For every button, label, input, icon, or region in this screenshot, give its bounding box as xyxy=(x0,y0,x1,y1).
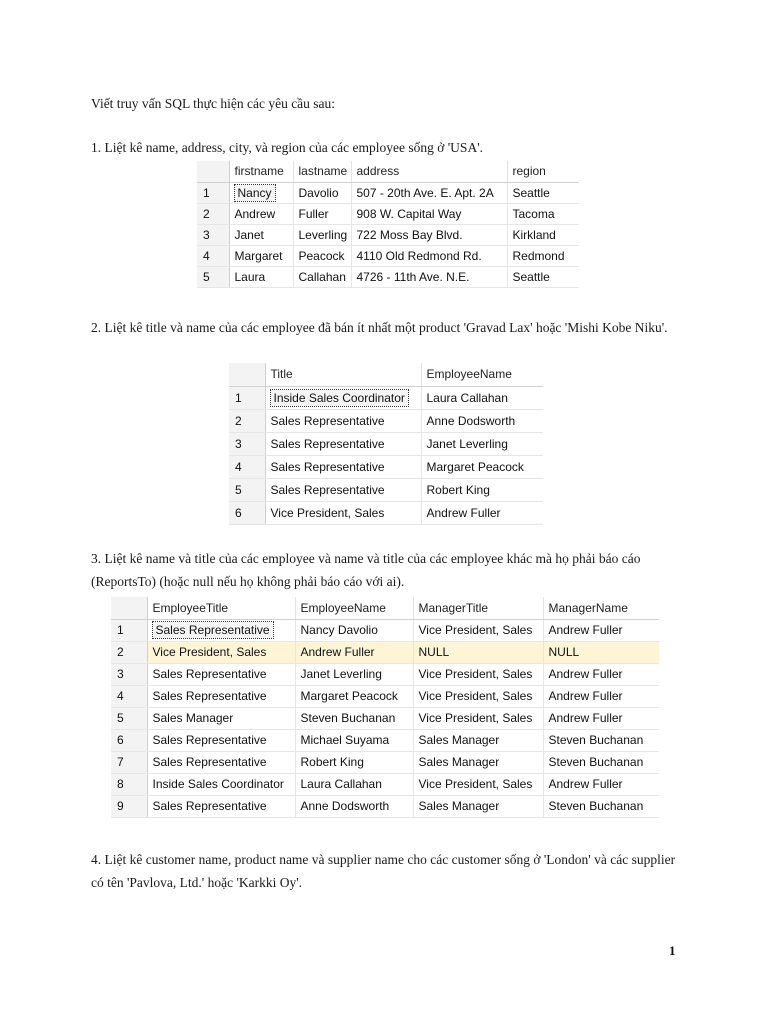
table-cell[interactable]: Andrew Fuller xyxy=(421,501,543,524)
column-header[interactable]: Title xyxy=(265,363,421,386)
table-cell[interactable]: Vice President, Sales xyxy=(413,773,543,795)
table-cell[interactable]: Margaret Peacock xyxy=(421,455,543,478)
table-cell[interactable]: Sales Representative xyxy=(147,751,295,773)
intro-text: Viết truy vấn SQL thực hiện các yêu cầu sau: xyxy=(91,96,336,111)
table-cell[interactable]: Andrew Fuller xyxy=(543,707,659,729)
question-3-text: 3. Liệt kê name và title của các employee và name và title của các employee khác mà họ phải báo cáo (ReportsTo) (hoặc null nếu họ không phải báo cáo với ai). xyxy=(91,551,641,589)
table-row[interactable] xyxy=(111,641,659,663)
table-row[interactable] xyxy=(197,224,579,245)
row-number: 1 xyxy=(229,386,265,409)
result-grid-q2 xyxy=(229,363,543,525)
table-cell[interactable]: Peacock xyxy=(293,245,351,266)
table-cell[interactable]: Robert King xyxy=(421,478,543,501)
table-row[interactable] xyxy=(111,619,659,641)
table-row[interactable] xyxy=(197,245,579,266)
table-cell[interactable]: Sales Representative xyxy=(265,432,421,455)
table-cell[interactable]: Andrew Fuller xyxy=(295,641,413,663)
row-number-header xyxy=(229,363,265,386)
row-number: 9 xyxy=(111,795,147,817)
table-cell[interactable]: Vice President, Sales xyxy=(413,663,543,685)
table-cell[interactable]: Inside Sales Coordinator xyxy=(265,386,421,409)
table-cell[interactable]: NULL xyxy=(413,641,543,663)
table-row[interactable] xyxy=(111,685,659,707)
table-cell[interactable]: Vice President, Sales xyxy=(413,707,543,729)
question-4-text: 4. Liệt kê customer name, product name và supplier name cho các customer sống ở 'London' và các supplier có tên 'Pavlova, Ltd.' hoặc 'Karkki Oy'. xyxy=(91,852,676,890)
table-cell[interactable]: Sales Manager xyxy=(413,729,543,751)
table-cell[interactable]: Kirkland xyxy=(507,224,579,245)
column-header[interactable]: region xyxy=(507,161,579,182)
page-number: 1 xyxy=(669,943,676,958)
row-number: 4 xyxy=(229,455,265,478)
table-cell[interactable]: Davolio xyxy=(293,182,351,203)
question-2-text: 2. Liệt kê title và name của các employee đã bán ít nhất một product 'Gravad Lax' hoặc 'Mishi Kobe Niku'. xyxy=(91,320,668,335)
table-cell[interactable]: Vice President, Sales xyxy=(413,619,543,641)
table-cell[interactable]: Michael Suyama xyxy=(295,729,413,751)
table-cell[interactable]: 4110 Old Redmond Rd. xyxy=(351,245,507,266)
table-cell[interactable]: Sales Manager xyxy=(413,795,543,817)
result-grid-q1 xyxy=(197,161,579,288)
table-row[interactable] xyxy=(229,478,543,501)
row-number-header xyxy=(197,161,229,182)
table-cell[interactable]: 722 Moss Bay Blvd. xyxy=(351,224,507,245)
table-row[interactable] xyxy=(229,501,543,524)
table-cell[interactable]: Sales Representative xyxy=(265,478,421,501)
table-cell[interactable]: Sales Representative xyxy=(147,729,295,751)
table-cell[interactable]: NULL xyxy=(543,641,659,663)
table-cell[interactable]: Sales Representative xyxy=(147,685,295,707)
table-row[interactable] xyxy=(197,203,579,224)
table-cell[interactable]: Janet xyxy=(229,224,293,245)
row-number: 8 xyxy=(111,773,147,795)
table-cell[interactable]: Nancy Davolio xyxy=(295,619,413,641)
column-header[interactable]: lastname xyxy=(293,161,351,182)
table-cell[interactable]: 507 - 20th Ave. E. Apt. 2A xyxy=(351,182,507,203)
row-number: 3 xyxy=(197,224,229,245)
row-number: 2 xyxy=(229,409,265,432)
row-number: 4 xyxy=(197,245,229,266)
table-cell[interactable]: Margaret xyxy=(229,245,293,266)
row-number: 5 xyxy=(197,266,229,287)
row-number: 6 xyxy=(229,501,265,524)
table-cell[interactable]: Andrew Fuller xyxy=(543,773,659,795)
table-cell[interactable]: Steven Buchanan xyxy=(543,729,659,751)
row-number: 3 xyxy=(111,663,147,685)
table-row[interactable] xyxy=(229,386,543,409)
column-header[interactable]: address xyxy=(351,161,507,182)
table-cell[interactable]: Sales Manager xyxy=(147,707,295,729)
column-header[interactable]: ManagerTitle xyxy=(413,597,543,619)
table-cell[interactable]: Leverling xyxy=(293,224,351,245)
table-cell[interactable]: Vice President, Sales xyxy=(147,641,295,663)
table-cell[interactable]: Anne Dodsworth xyxy=(421,409,543,432)
table-cell[interactable]: Sales Representative xyxy=(265,409,421,432)
table-cell[interactable]: Seattle xyxy=(507,266,579,287)
table-cell[interactable]: Andrew Fuller xyxy=(543,619,659,641)
table-cell[interactable]: Margaret Peacock xyxy=(295,685,413,707)
table-row[interactable] xyxy=(111,707,659,729)
table-cell[interactable]: Laura Callahan xyxy=(295,773,413,795)
table-cell[interactable]: Andrew Fuller xyxy=(543,685,659,707)
table-cell[interactable]: Laura xyxy=(229,266,293,287)
table-cell[interactable]: 4726 - 11th Ave. N.E. xyxy=(351,266,507,287)
table-cell[interactable]: Seattle xyxy=(507,182,579,203)
table-cell[interactable]: Sales Representative xyxy=(147,663,295,685)
question-1-text: 1. Liệt kê name, address, city, và region của các employee sống ở 'USA'. xyxy=(91,140,484,155)
table-row[interactable] xyxy=(111,663,659,685)
table-cell[interactable]: Laura Callahan xyxy=(421,386,543,409)
row-number-header xyxy=(111,597,147,619)
row-number: 3 xyxy=(229,432,265,455)
table-cell[interactable]: Steven Buchanan xyxy=(543,795,659,817)
table-row[interactable] xyxy=(111,773,659,795)
row-number: 7 xyxy=(111,751,147,773)
table-cell[interactable]: Andrew xyxy=(229,203,293,224)
result-grid-q3 xyxy=(111,597,659,818)
row-number: 5 xyxy=(111,707,147,729)
row-number: 1 xyxy=(197,182,229,203)
table-row[interactable] xyxy=(229,409,543,432)
column-header[interactable]: EmployeeName xyxy=(421,363,543,386)
table-cell[interactable]: Sales Representative xyxy=(147,619,295,641)
table-row[interactable] xyxy=(229,432,543,455)
table-cell[interactable]: Sales Representative xyxy=(265,455,421,478)
table-row[interactable] xyxy=(197,182,579,203)
table-cell[interactable]: Anne Dodsworth xyxy=(295,795,413,817)
column-header[interactable]: ManagerName xyxy=(543,597,659,619)
table-cell[interactable]: Callahan xyxy=(293,266,351,287)
table-row[interactable] xyxy=(111,751,659,773)
column-header[interactable]: EmployeeName xyxy=(295,597,413,619)
table-cell[interactable]: Inside Sales Coordinator xyxy=(147,773,295,795)
table-row[interactable] xyxy=(111,729,659,751)
table-cell[interactable]: Sales Manager xyxy=(413,751,543,773)
table-cell[interactable]: Steven Buchanan xyxy=(543,751,659,773)
row-number: 6 xyxy=(111,729,147,751)
row-number: 2 xyxy=(197,203,229,224)
table-cell[interactable]: Tacoma xyxy=(507,203,579,224)
table-cell[interactable]: Robert King xyxy=(295,751,413,773)
table-cell[interactable]: Steven Buchanan xyxy=(295,707,413,729)
table-cell[interactable]: Janet Leverling xyxy=(295,663,413,685)
table-row[interactable] xyxy=(229,455,543,478)
table-cell[interactable]: 908 W. Capital Way xyxy=(351,203,507,224)
row-number: 1 xyxy=(111,619,147,641)
table-cell[interactable]: Andrew Fuller xyxy=(543,663,659,685)
row-number: 4 xyxy=(111,685,147,707)
table-cell[interactable]: Sales Representative xyxy=(147,795,295,817)
table-cell[interactable]: Redmond xyxy=(507,245,579,266)
table-cell[interactable]: Vice President, Sales xyxy=(413,685,543,707)
row-number: 2 xyxy=(111,641,147,663)
column-header[interactable]: EmployeeTitle xyxy=(147,597,295,619)
table-cell[interactable]: Nancy xyxy=(229,182,293,203)
table-row[interactable] xyxy=(111,795,659,817)
column-header[interactable]: firstname xyxy=(229,161,293,182)
table-cell[interactable]: Fuller xyxy=(293,203,351,224)
table-cell[interactable]: Janet Leverling xyxy=(421,432,543,455)
table-cell[interactable]: Vice President, Sales xyxy=(265,501,421,524)
table-row[interactable] xyxy=(197,266,579,287)
row-number: 5 xyxy=(229,478,265,501)
